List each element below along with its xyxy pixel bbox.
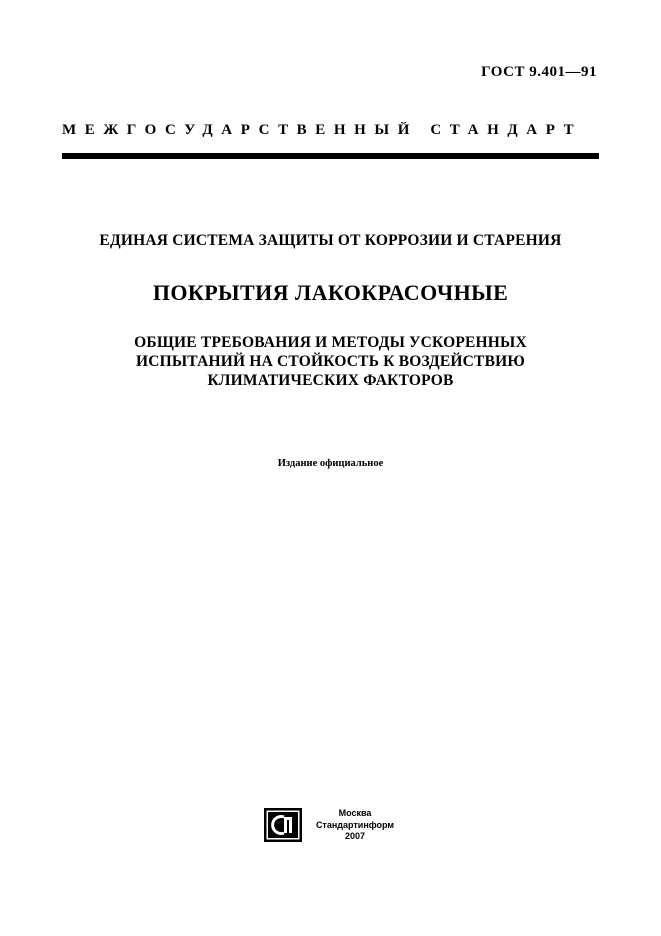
subtitle-line: ОБЩИЕ ТРЕБОВАНИЯ И МЕТОДЫ УСКОРЕННЫХ [134, 334, 527, 351]
publisher-info [305, 808, 405, 843]
subtitle-line: ИСПЫТАНИЙ НА СТОЙКОСТЬ К ВОЗДЕЙСТВИЮ [135, 353, 526, 370]
document-subtitle [0, 333, 661, 390]
publisher-name: Стандартинформ [315, 819, 395, 830]
interstate-standard-label: МЕЖГОСУДАРСТВЕННЫЙ СТАНДАРТ [62, 122, 583, 138]
document-title: ПОКРЫТИЯ ЛАКОКРАСОЧНЫЕ [152, 280, 509, 305]
standard-system-title: ЕДИНАЯ СИСТЕМА ЗАЩИТЫ ОТ КОРРОЗИИ И СТАРЕНИЯ [99, 232, 562, 249]
standard-number: ГОСТ 9.401—91 [481, 64, 597, 80]
standartinform-logo-icon [264, 808, 302, 842]
edition-label: Издание официальное [277, 458, 384, 469]
publication-year: 2007 [344, 831, 366, 841]
header-divider [62, 153, 599, 159]
publisher-city: Москва [338, 808, 372, 818]
subtitle-line: КЛИМАТИЧЕСКИХ ФАКТОРОВ [207, 372, 454, 389]
